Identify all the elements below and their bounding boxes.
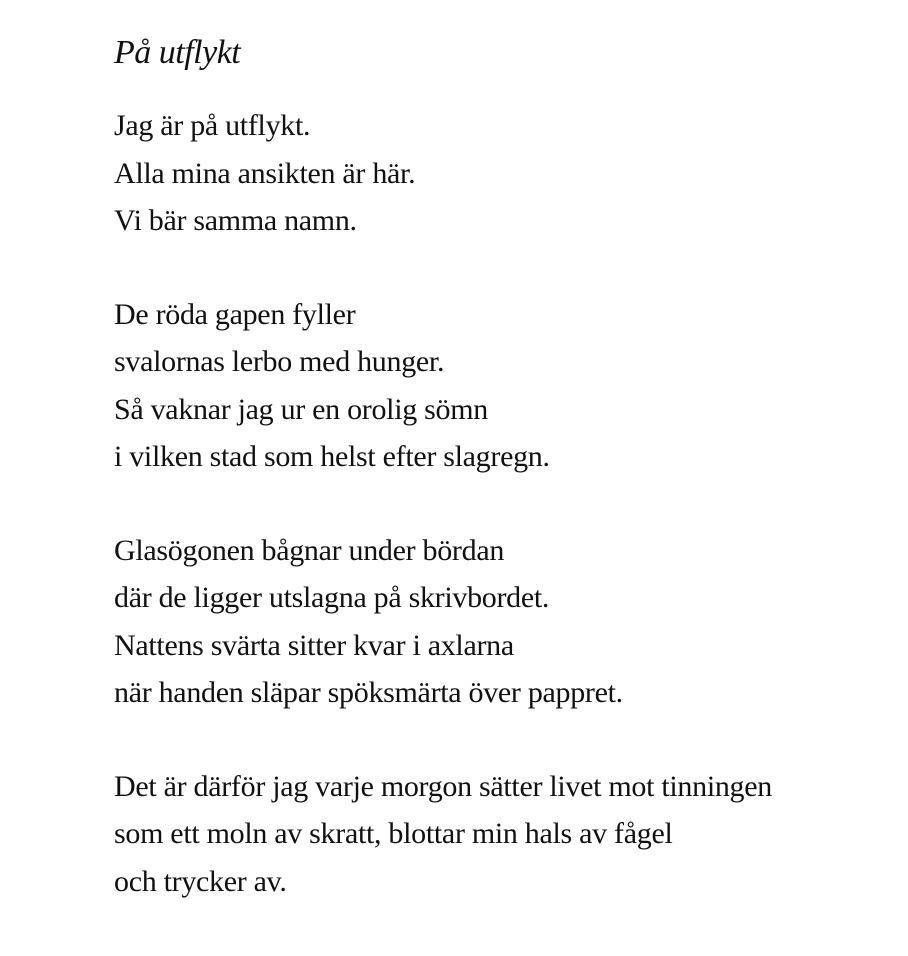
poem-line: Vi bär samma namn. xyxy=(114,204,357,237)
poem-line: i vilken stad som helst efter slagregn. xyxy=(114,440,550,473)
poem-page xyxy=(114,30,894,951)
poem-line: Alla mina ansikten är här. xyxy=(114,156,416,190)
poem-line: Så vaknar jag ur en orolig sömn xyxy=(114,392,488,426)
stanza-2 xyxy=(114,291,894,481)
poem-line: Glasögonen bågnar under bördan xyxy=(114,533,505,567)
stanza-3 xyxy=(114,527,894,717)
poem-line: Jag är på utflykt. xyxy=(114,109,311,142)
poem-line: som ett moln av skratt, blottar min hals av fågel xyxy=(114,817,673,850)
stanza-1 xyxy=(114,102,894,245)
poem-line: svalornas lerbo med hunger. xyxy=(114,345,445,378)
poem-line: där de ligger utslagna på skrivbordet. xyxy=(114,581,550,614)
poem-line: De röda gapen fyller xyxy=(114,297,356,331)
stanza-4 xyxy=(114,763,894,906)
poem-line: när handen släpar spöksmärta över pappret. xyxy=(114,676,623,709)
poem-title: På utflykt xyxy=(114,34,241,71)
poem-line: och trycker av. xyxy=(114,864,287,898)
poem-line: Det är därför jag varje morgon sätter livet mot tinningen xyxy=(114,769,772,803)
poem-line: Nattens svärta sitter kvar i axlarna xyxy=(114,628,514,662)
